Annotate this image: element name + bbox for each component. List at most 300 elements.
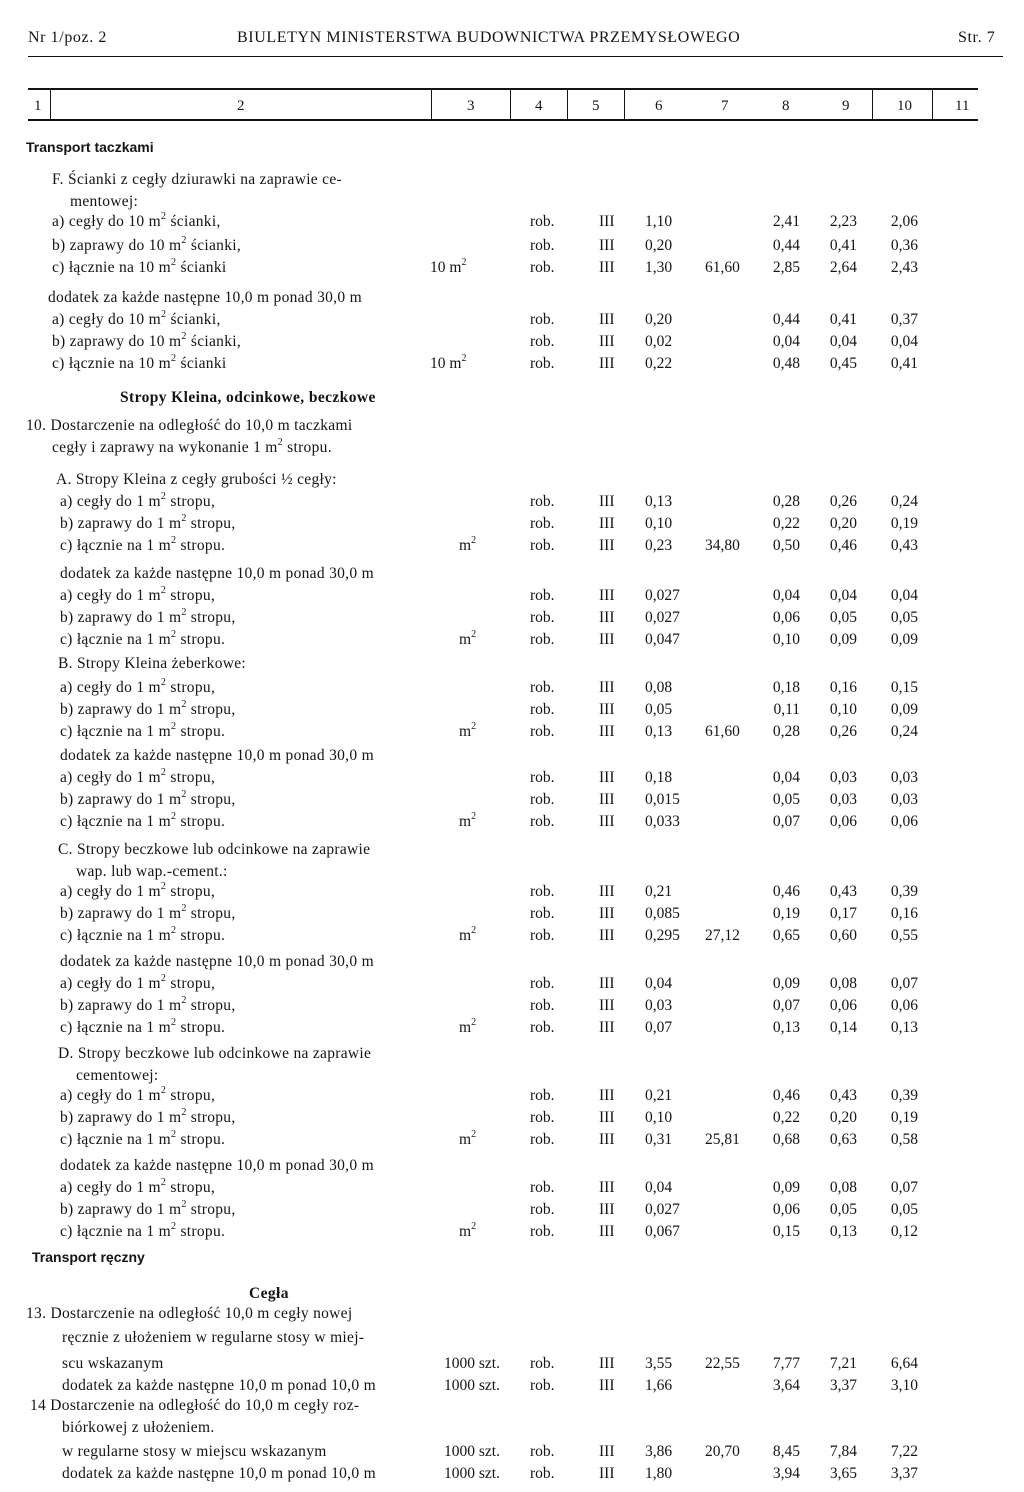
item-description: dodatek za każde następne 10,0 m ponad 30,0 m [60,953,374,970]
column-divider [50,90,51,119]
category-cell: III [599,213,615,230]
column-number: 10 [897,98,912,114]
item-description: 10. Dostarczenie na odległość do 10,0 m taczkami [26,417,353,434]
table-row [0,699,1024,722]
value-cell: 2,41 [772,213,800,230]
norm-cell: 0,21 [645,1087,673,1104]
category-cell: III [599,769,615,786]
value-cell: 0,04 [829,333,857,350]
labour-cell: rob. [530,1223,555,1240]
table-row [0,585,1024,608]
value-cell: 0,04 [772,769,800,786]
column-number: 5 [592,98,600,114]
value-cell: 0,15 [890,679,918,696]
labour-cell: rob. [530,355,555,372]
row-label: a) cegły do 1 $m^2$ stropu, [60,973,216,992]
unit-cell: $m^2$ [459,811,477,830]
row-label: dodatek za każde następne 10,0 m ponad 10,0 m [62,1377,376,1394]
value-cell: 0,10 [829,701,857,718]
table-row [0,1356,1024,1376]
norm-cell: 0,20 [645,237,673,254]
value-cell: 0,43 [829,1087,857,1104]
table-row [0,1177,1024,1200]
labour-cell: rob. [530,587,555,604]
value-cell: 0,06 [772,1201,800,1218]
table-row [0,491,1024,514]
table-row [0,353,1024,376]
category-cell: III [599,537,615,554]
labour-cell: rob. [530,609,555,626]
value-cell: 0,26 [829,723,857,740]
norm-cell: 0,04 [645,1179,673,1196]
value-cell: 0,65 [772,927,800,944]
category-cell: III [599,701,615,718]
value-cell: 0,05 [890,1201,918,1218]
value-cell: 3,64 [772,1377,800,1394]
column-number: 9 [842,98,850,114]
labour-cell: rob. [530,515,555,532]
table-row [0,607,1024,630]
bulletin-title: BIULETYN MINISTERSTWA BUDOWNICTWA PRZEMYSŁOWEGO [237,29,741,46]
column-divider [510,90,511,119]
norm-cell: 3,55 [645,1355,673,1372]
unit-cell: $m^2$ [459,1221,477,1240]
item-description: 13. Dostarczenie na odległość 10,0 m cegły nowej [26,1305,353,1322]
norm-cell: 0,10 [645,1109,673,1126]
value-cell: 6,64 [890,1355,918,1372]
labour-cell: rob. [530,631,555,648]
category-cell: III [599,791,615,808]
labour-cell: rob. [530,1443,555,1460]
norm-cell: 0,13 [645,493,673,510]
labour-cell: rob. [530,333,555,350]
unit-cell: $m^2$ [459,535,477,554]
value-cell: 0,28 [772,723,800,740]
table-row [0,331,1024,354]
value-cell: 0,07 [890,975,918,992]
norm-cell: 0,027 [645,1201,680,1218]
value-cell: 0,39 [890,1087,918,1104]
value-cell: 0,50 [772,537,800,554]
value-cell: 0,20 [829,515,857,532]
unit-cell: $m^2$ [459,1129,477,1148]
value-cell: 0,06 [829,813,857,830]
table-row [0,881,1024,904]
value-cell: 0,18 [772,679,800,696]
category-cell: III [599,237,615,254]
value-cell: 0,09 [772,975,800,992]
row-label: b) zaprawy do 1 $m^2$ stropu, [60,513,236,532]
table-row [0,995,1024,1018]
norm-cell: 0,02 [645,333,673,350]
category-cell: III [599,1087,615,1104]
row-label: b) zaprawy do 10 $m^2$ ścianki, [52,235,242,254]
row-label: c) łącznie na 1 $m^2$ stropu. [60,811,226,830]
value-cell: 0,60 [829,927,857,944]
row-label: c) łącznie na 10 $m^2$ ścianki [52,257,227,276]
value-cell: 0,36 [890,237,918,254]
category-cell: III [599,1131,615,1148]
row-label: b) zaprawy do 1 $m^2$ stropu, [60,607,236,626]
value-cell: 0,19 [890,515,918,532]
table-row [0,1221,1024,1244]
value-cell: 7,21 [829,1355,857,1372]
category-cell: III [599,1223,615,1240]
category-cell: III [599,609,615,626]
value-cell: 0,22 [772,515,800,532]
category-cell: III [599,355,615,372]
value-cell: 0,22 [772,1109,800,1126]
norm-cell: 1,30 [645,259,673,276]
unit-cell: 10 $m^2$ [430,257,467,276]
value-cell: 0,04 [890,333,918,350]
category-cell: III [599,997,615,1014]
table-row [0,677,1024,700]
category-cell: III [599,927,615,944]
table-row [0,513,1024,536]
row-label: c) łącznie na 1 $m^2$ stropu. [60,535,226,554]
value-cell: 0,41 [829,311,857,328]
value-cell: 0,24 [890,493,918,510]
unit-cell: $m^2$ [459,721,477,740]
value-cell: 0,46 [829,537,857,554]
column-divider [872,90,873,119]
table-row [0,535,1024,558]
row-label: b) zaprawy do 1 $m^2$ stropu, [60,1107,236,1126]
value-cell: 0,46 [772,883,800,900]
category-cell: III [599,1443,615,1460]
item-description: cementowej: [76,1067,159,1084]
labour-cell: rob. [530,723,555,740]
norm-cell: 0,31 [645,1131,673,1148]
category-cell: III [599,311,615,328]
unit-cell: 1000 szt. [444,1443,500,1460]
value-cell: 0,06 [829,997,857,1014]
value-cell: 0,13 [890,1019,918,1036]
norm-cell: 0,027 [645,587,680,604]
value-cell: 0,05 [890,609,918,626]
table-row [0,767,1024,790]
value-cell: 0,04 [890,587,918,604]
norm-cell: 0,295 [645,927,680,944]
value-cell: 3,65 [829,1465,857,1482]
item-description: A. Stropy Kleina z cegły grubości ½ cegły: [56,471,337,488]
rate-cell: 34,80 [705,537,740,554]
item-description: ręcznie z ułożeniem w regularne stosy w miej- [62,1329,365,1346]
item-description: 14 Dostarczenie na odległość do 10,0 m cegły roz- [30,1397,360,1414]
value-cell: 0,17 [829,905,857,922]
row-label: c) łącznie na 1 $m^2$ stropu. [60,1017,226,1036]
value-cell: 0,44 [772,237,800,254]
section-heading: Transport taczkami [26,139,154,155]
labour-cell: rob. [530,213,555,230]
category-cell: III [599,1179,615,1196]
column-number: 4 [535,98,543,114]
column-divider [932,90,933,119]
item-description: C. Stropy beczkowe lub odcinkowe na zaprawie [58,841,371,858]
value-cell: 0,09 [829,631,857,648]
category-cell: III [599,1019,615,1036]
value-cell: 0,68 [772,1131,800,1148]
value-cell: 7,77 [772,1355,800,1372]
value-cell: 0,44 [772,311,800,328]
value-cell: 0,48 [772,355,800,372]
row-label: c) łącznie na 1 $m^2$ stropu. [60,925,226,944]
table-row [0,1199,1024,1222]
table-row [0,1444,1024,1464]
column-number: 1 [34,98,42,114]
labour-cell: rob. [530,997,555,1014]
table-row [0,629,1024,652]
category-cell: III [599,883,615,900]
value-cell: 0,07 [772,997,800,1014]
category-cell: III [599,493,615,510]
table-top-rule [28,88,978,90]
rate-cell: 20,70 [705,1443,740,1460]
value-cell: 0,63 [829,1131,857,1148]
item-description: D. Stropy beczkowe lub odcinkowe na zaprawie [58,1045,372,1062]
value-cell: 0,09 [772,1179,800,1196]
unit-cell: $m^2$ [459,1017,477,1036]
value-cell: 0,05 [829,1201,857,1218]
value-cell: 0,07 [890,1179,918,1196]
value-cell: 0,10 [772,631,800,648]
value-cell: 3,37 [829,1377,857,1394]
table-row [0,903,1024,926]
value-cell: 0,03 [890,791,918,808]
item-description: biórkowej z ułożeniem. [62,1419,215,1436]
norm-cell: 0,03 [645,997,673,1014]
value-cell: 0,24 [890,723,918,740]
labour-cell: rob. [530,537,555,554]
value-cell: 0,20 [829,1109,857,1126]
labour-cell: rob. [530,1465,555,1482]
item-description: F. Ścianki z cegły dziurawki na zaprawie ce- [52,171,342,188]
norm-cell: 0,20 [645,311,673,328]
table-row [0,789,1024,812]
row-label: c) łącznie na 1 $m^2$ stropu. [60,629,226,648]
column-divider [431,90,432,119]
value-cell: 0,16 [829,679,857,696]
norm-cell: 0,07 [645,1019,673,1036]
row-label: c) łącznie na 1 $m^2$ stropu. [60,721,226,740]
value-cell: 0,05 [829,609,857,626]
norm-cell: 0,067 [645,1223,680,1240]
value-cell: 2,23 [829,213,857,230]
value-cell: 0,26 [829,493,857,510]
value-cell: 0,19 [772,905,800,922]
labour-cell: rob. [530,1087,555,1104]
column-number: 6 [655,98,663,114]
value-cell: 0,09 [890,701,918,718]
rate-cell: 61,60 [705,259,740,276]
labour-cell: rob. [530,679,555,696]
column-number: 2 [237,98,245,114]
labour-cell: rob. [530,493,555,510]
value-cell: 0,03 [890,769,918,786]
value-cell: 0,14 [829,1019,857,1036]
item-description: dodatek za każde następne 10,0 m ponad 30,0 m [60,565,374,582]
value-cell: 0,45 [829,355,857,372]
row-label: a) cegły do 10 $m^2$ ścianki, [52,309,221,328]
item-description: dodatek za każde następne 10,0 m ponad 30,0 m [60,747,374,764]
labour-cell: rob. [530,1377,555,1394]
value-cell: 0,58 [890,1131,918,1148]
column-number: 8 [782,98,790,114]
category-cell: III [599,723,615,740]
category-cell: III [599,515,615,532]
value-cell: 2,43 [890,259,918,276]
category-cell: III [599,1109,615,1126]
value-cell: 0,04 [829,587,857,604]
table-column-rule [28,119,978,121]
rate-cell: 25,81 [705,1131,740,1148]
value-cell: 0,41 [890,355,918,372]
row-label: b) zaprawy do 10 $m^2$ ścianki, [52,331,242,350]
value-cell: 0,11 [773,701,800,718]
value-cell: 0,08 [829,975,857,992]
row-label: a) cegły do 1 $m^2$ stropu, [60,677,216,696]
unit-cell: 1000 szt. [444,1465,500,1482]
value-cell: 0,55 [890,927,918,944]
page-number: Str. 7 [958,29,996,46]
category-cell: III [599,975,615,992]
labour-cell: rob. [530,701,555,718]
norm-cell: 1,66 [645,1377,673,1394]
value-cell: 0,15 [772,1223,800,1240]
row-label: a) cegły do 10 $m^2$ ścianki, [52,211,221,230]
value-cell: 7,22 [890,1443,918,1460]
norm-cell: 1,10 [645,213,673,230]
issue-number: Nr 1/poz. 2 [28,29,108,46]
subsection-heading: Cegła [249,1285,289,1302]
value-cell: 0,13 [829,1223,857,1240]
value-cell: 8,45 [772,1443,800,1460]
unit-cell: $m^2$ [459,629,477,648]
value-cell: 0,04 [772,587,800,604]
labour-cell: rob. [530,1201,555,1218]
value-cell: 0,41 [829,237,857,254]
subsection-heading: Stropy Kleina, odcinkowe, beczkowe [120,389,376,406]
row-label: b) zaprawy do 1 $m^2$ stropu, [60,699,236,718]
unit-cell: $m^2$ [459,925,477,944]
row-label: c) łącznie na 1 $m^2$ stropu. [60,1221,226,1240]
labour-cell: rob. [530,311,555,328]
labour-cell: rob. [530,1109,555,1126]
value-cell: 7,84 [829,1443,857,1460]
row-label: a) cegły do 1 $m^2$ stropu, [60,585,216,604]
value-cell: 0,37 [890,311,918,328]
table-row [0,1466,1024,1486]
category-cell: III [599,1465,615,1482]
labour-cell: rob. [530,927,555,944]
item-description: dodatek za każde następne 10,0 m ponad 30,0 m [60,1157,374,1174]
category-cell: III [599,333,615,350]
value-cell: 0,04 [772,333,800,350]
labour-cell: rob. [530,813,555,830]
row-label: w regularne stosy w miejscu wskazanym [62,1443,327,1460]
table-row [0,721,1024,744]
value-cell: 2,85 [772,259,800,276]
row-label: dodatek za każde następne 10,0 m ponad 10,0 m [62,1465,376,1482]
rate-cell: 61,60 [705,723,740,740]
value-cell: 0,19 [890,1109,918,1126]
row-label: b) zaprawy do 1 $m^2$ stropu, [60,789,236,808]
category-cell: III [599,813,615,830]
value-cell: 0,09 [890,631,918,648]
norm-cell: 0,23 [645,537,673,554]
norm-cell: 0,08 [645,679,673,696]
value-cell: 3,37 [890,1465,918,1482]
category-cell: III [599,905,615,922]
labour-cell: rob. [530,259,555,276]
row-label: c) łącznie na 1 $m^2$ stropu. [60,1129,226,1148]
row-label: c) łącznie na 10 $m^2$ ścianki [52,353,227,372]
labour-cell: rob. [530,237,555,254]
value-cell: 0,43 [890,537,918,554]
value-cell: 0,03 [829,791,857,808]
value-cell: 3,94 [772,1465,800,1482]
labour-cell: rob. [530,1131,555,1148]
column-number: 3 [467,98,475,114]
rate-cell: 22,55 [705,1355,740,1372]
item-description: wap. lub wap.-cement.: [76,863,228,880]
row-label: a) cegły do 1 $m^2$ stropu, [60,1085,216,1104]
value-cell: 0,05 [772,791,800,808]
norm-cell: 0,027 [645,609,680,626]
norm-cell: 0,047 [645,631,680,648]
value-cell: 0,07 [772,813,800,830]
labour-cell: rob. [530,905,555,922]
row-label: a) cegły do 1 $m^2$ stropu, [60,491,216,510]
category-cell: III [599,587,615,604]
column-divider [567,90,568,119]
column-divider [624,90,625,119]
value-cell: 2,06 [890,213,918,230]
norm-cell: 0,10 [645,515,673,532]
value-cell: 0,43 [829,883,857,900]
table-row [0,257,1024,280]
norm-cell: 1,80 [645,1465,673,1482]
value-cell: 0,03 [829,769,857,786]
norm-cell: 3,86 [645,1443,673,1460]
row-label: a) cegły do 1 $m^2$ stropu, [60,881,216,900]
value-cell: 0,28 [772,493,800,510]
table-row [0,309,1024,332]
table-row [0,1085,1024,1108]
value-cell: 0,06 [772,609,800,626]
value-cell: 0,46 [772,1087,800,1104]
item-description: B. Stropy Kleina żeberkowe: [58,655,247,672]
labour-cell: rob. [530,1179,555,1196]
norm-cell: 0,085 [645,905,680,922]
row-label: b) zaprawy do 1 $m^2$ stropu, [60,903,236,922]
table-row [0,1129,1024,1152]
category-cell: III [599,1201,615,1218]
norm-cell: 0,18 [645,769,673,786]
table-row [0,1017,1024,1040]
table-row [0,973,1024,996]
norm-cell: 0,22 [645,355,673,372]
category-cell: III [599,1377,615,1394]
value-cell: 3,10 [890,1377,918,1394]
norm-cell: 0,13 [645,723,673,740]
rate-cell: 27,12 [705,927,740,944]
value-cell: 0,12 [890,1223,918,1240]
table-row [0,1378,1024,1398]
unit-cell: 10 $m^2$ [430,353,467,372]
category-cell: III [599,631,615,648]
